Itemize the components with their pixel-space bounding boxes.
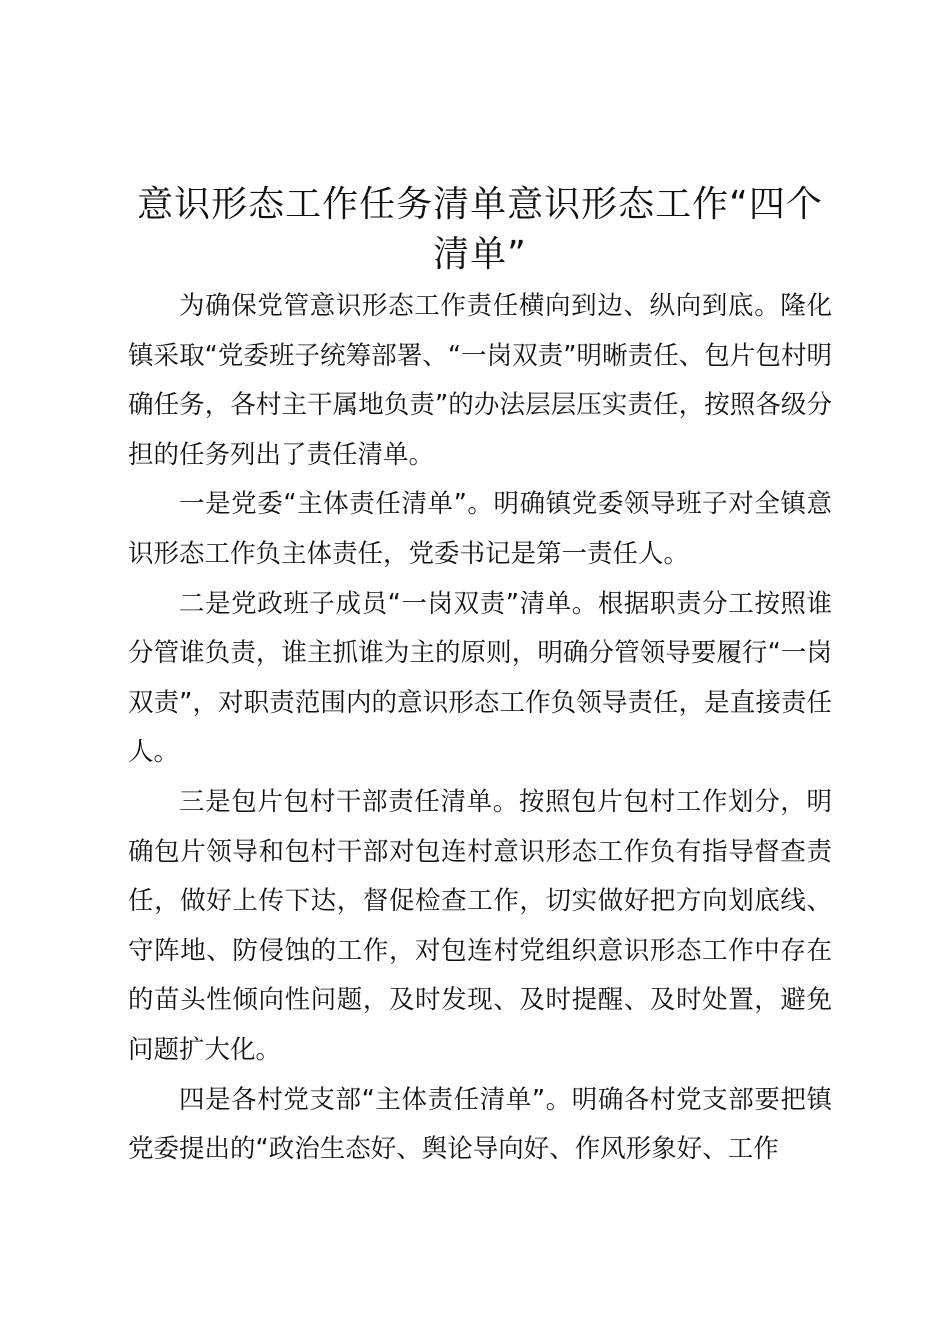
document-title: 意识形态工作任务清单意识形态工作“四个清单” [137,184,823,275]
paragraph-party-committee-list: 一是党委“主体责任清单”。明确镇党委领导班子对全镇意识形态工作负主体责任，党委书记是第一责任人。 [128,489,832,569]
paragraph-leadership-dual-duty-list: 二是党政班子成员“一岗双责”清单。根据职责分工按照谁分管谁负责，谁主抓谁为主的原则，明确分管领导要履行“一岗双责”，对职责范围内的意识形态工作负领导责任，是直接责任人。 [128,588,832,768]
paragraph-village-branch-list: 四是各村党支部“主体责任清单”。明确各村党支部要把镇党委提出的“政治生态好、舆论导向好、作风形象好、工作 [128,1084,832,1165]
document-page [128,180,832,1175]
paragraph-intro: 为确保党管意识形态工作责任横向到边、纵向到底。隆化镇采取“党委班子统筹部署、“一岗双责”明晰责任、包片包村明确任务，各村主干属地负责”的办法层层压实责任，按照各级分担的任务列出了责任清单。 [128,291,832,470]
paragraph-village-cadre-list: 三是包片包村干部责任清单。按照包片包村工作划分，明确包片领导和包村干部对包连村意识形态工作负有指导督查责任，做好上传下达，督促检查工作，切实做好把方向划底线、守阵地、防侵蚀的工作，对包连村党组织意识形态工作中存在的苗头性倾向性问题，及时发现、及时提醒、及时处置，避免问题扩大化。 [128,786,832,1065]
